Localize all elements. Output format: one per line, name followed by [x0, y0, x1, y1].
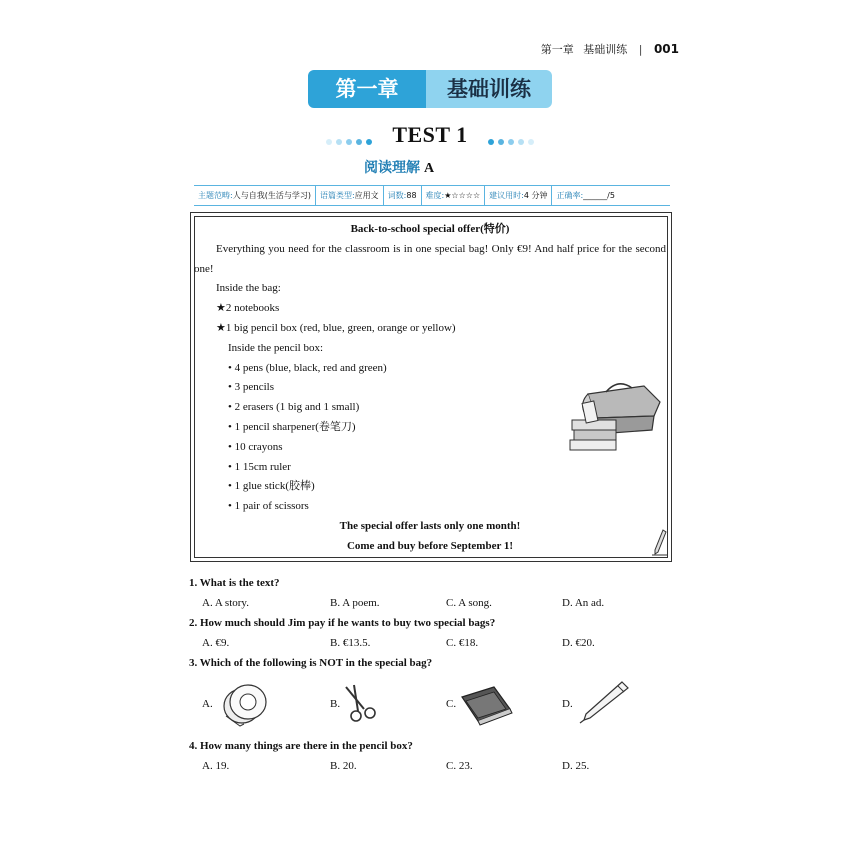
- bag-item: ★2 notebooks: [216, 302, 280, 315]
- box-item: • 1 glue stick(胶棒): [228, 480, 315, 493]
- info-accuracy: 正确率:______/5: [556, 191, 615, 200]
- info-difficulty: 难度:★☆☆☆☆: [422, 186, 486, 205]
- notebook-icon: [458, 683, 514, 727]
- bag-item: ★1 big pencil box (red, blue, green, orange or yellow): [216, 321, 456, 334]
- passage-intro: Everything you need for the classroom is in one special bag! Only €9! And half price for the second one!: [194, 242, 666, 275]
- q2-option-d[interactable]: D. €20.: [562, 637, 595, 649]
- q4-option-b[interactable]: B. 20.: [330, 760, 357, 772]
- inside-box-label: Inside the pencil box:: [228, 341, 324, 354]
- closing-line: Come and buy before September 1!: [346, 539, 514, 552]
- banner-chapter: 第一章: [308, 70, 426, 108]
- q4-option-a[interactable]: A. 19.: [202, 760, 230, 772]
- q2-option-c[interactable]: C. €18.: [446, 637, 479, 649]
- subtitle-letter: A: [424, 161, 435, 176]
- left-dots-decoration: [326, 132, 376, 140]
- section-subtitle: [364, 157, 434, 177]
- running-header: [541, 41, 679, 57]
- ballpoint-pen-icon: [578, 680, 630, 724]
- passage-title: Back-to-school special offer(特价): [350, 223, 510, 235]
- right-dots-decoration: [488, 132, 538, 140]
- info-wordcount: 词数:88: [384, 186, 422, 205]
- q1-option-d[interactable]: D. An ad.: [562, 597, 605, 609]
- banner-title: 基础训练: [426, 70, 552, 108]
- question-4: 4. How many things are there in the pencil box?: [189, 740, 413, 752]
- q3-option-c[interactable]: C.: [446, 698, 457, 710]
- inside-bag-label: Inside the bag:: [216, 282, 281, 295]
- q2-option-b[interactable]: B. €13.5.: [330, 637, 371, 649]
- test-heading: [320, 120, 540, 150]
- scissors-icon: [340, 683, 382, 725]
- tape-icon: [218, 680, 270, 728]
- question-1: 1. What is the text?: [189, 577, 280, 589]
- test-title: TEST 1: [392, 122, 468, 147]
- box-item: • 1 pencil sharpener(卷笔刀): [228, 420, 356, 433]
- box-item: • 1 pair of scissors: [228, 500, 309, 513]
- q1-option-b[interactable]: B. A poem.: [330, 597, 380, 609]
- school-bag-with-books-icon: [566, 372, 666, 454]
- q3-option-b[interactable]: B.: [330, 698, 341, 710]
- q2-option-a[interactable]: A. €9.: [202, 637, 230, 649]
- box-item: • 2 erasers (1 big and 1 small): [228, 401, 360, 414]
- header-section: 基础训练: [583, 43, 628, 56]
- question-3: 3. Which of the following is NOT in the special bag?: [189, 657, 433, 669]
- q1-option-c[interactable]: C. A song.: [446, 597, 492, 609]
- q4-option-c[interactable]: C. 23.: [446, 760, 473, 772]
- question-2: 2. How much should Jim pay if he wants to buy two special bags?: [189, 617, 496, 629]
- page-number: 001: [653, 42, 679, 56]
- box-item: • 3 pencils: [228, 381, 275, 394]
- q4-option-d[interactable]: D. 25.: [562, 760, 590, 772]
- box-item: • 4 pens (blue, black, red and green): [228, 361, 387, 374]
- closing-line: The special offer lasts only one month!: [339, 519, 521, 532]
- q1-option-a[interactable]: A. A story.: [202, 597, 249, 609]
- q3-option-d[interactable]: D.: [562, 698, 573, 710]
- box-item: • 1 15cm ruler: [228, 460, 291, 473]
- info-bar: [194, 185, 670, 206]
- info-genre: 语篇类型:应用文: [316, 186, 384, 205]
- header-chapter: 第一章: [540, 43, 574, 56]
- box-item: • 10 crayons: [228, 440, 283, 453]
- info-topic: 主题范畴:人与自我(生活与学习): [194, 186, 316, 205]
- pen-icon: [652, 528, 668, 556]
- header-separator: |: [638, 43, 643, 56]
- subtitle-text: 阅读理解: [364, 161, 420, 176]
- chapter-banner: [308, 70, 552, 108]
- q3-option-a[interactable]: A.: [202, 698, 213, 710]
- info-time: 建议用时:4 分钟: [485, 186, 552, 205]
